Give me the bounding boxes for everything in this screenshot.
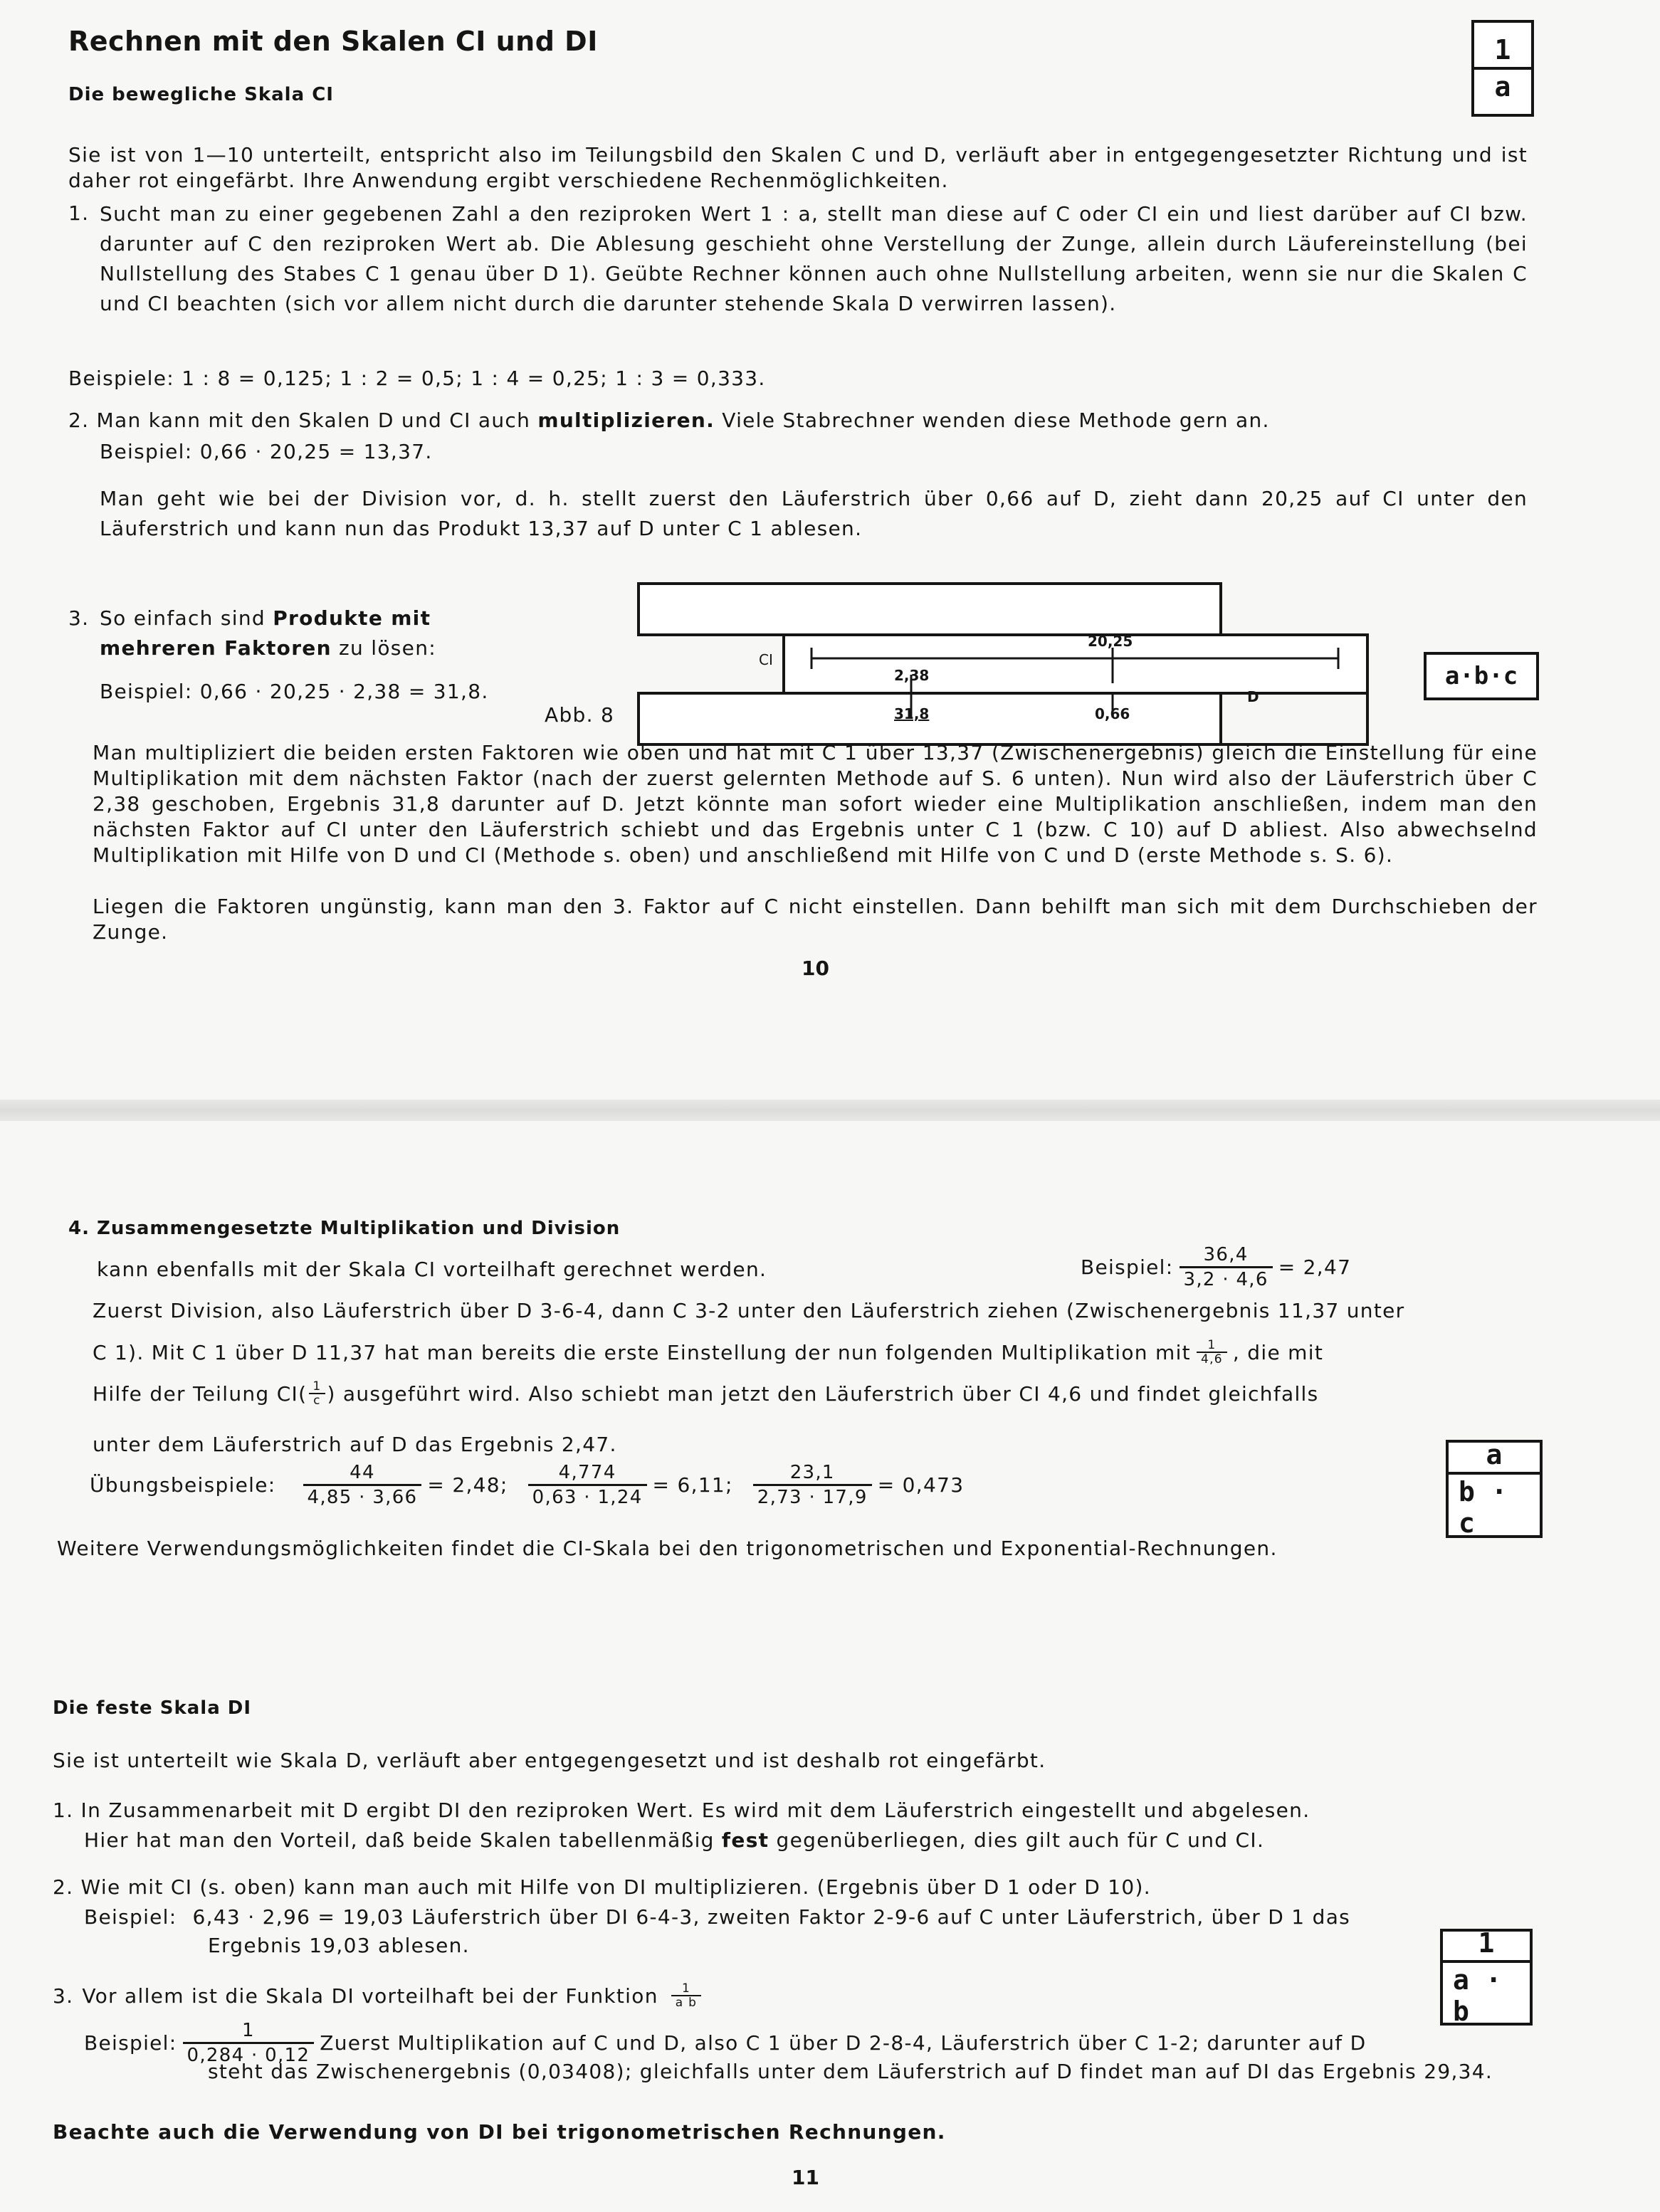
item-1-examples: Beispiele: 1 : 8 = 0,125; 1 : 2 = 0,5; 1 : 4 = 0,25; 1 : 3 = 0,333. (68, 367, 766, 390)
frac-num: 1 (681, 1981, 691, 1996)
page-number-10: 10 (802, 957, 829, 980)
exercise-1-result: = 2,48; (427, 1473, 508, 1497)
di-item-3-text: Vor allem ist die Skala DI vorteilhaft bei der Funktion (82, 1984, 658, 2008)
di-item-1-text-c: gegenüberliegen, dies gilt auch für C und CI. (769, 1828, 1265, 1852)
slide-rule-figure (626, 576, 1381, 747)
exercise-examples (90, 1461, 964, 1509)
box-denominator: a (1494, 71, 1511, 102)
slide-tongue (784, 635, 1367, 693)
exercise-2-result: = 6,11; (652, 1473, 733, 1497)
intro-paragraph: Sie ist von 1—10 unterteilt, entspricht also im Teilungsbild den Skalen C und D, verläuft aber in entgegengesetzter Richtung und ist daher rot eingefärbt. Ihre Anwendung ergibt verschiedene Rechenmöglichkeiten. (68, 143, 1528, 192)
di-item-3-number: 3. (53, 1984, 74, 2008)
exercise-3-den: 2,73 · 17,9 (753, 1484, 872, 1509)
item-3-number: 3. (68, 606, 90, 630)
product-symbol-box: a·b·c (1424, 652, 1539, 700)
page-number-11: 11 (792, 2166, 819, 2189)
page-10 (0, 0, 1660, 1100)
exercise-2-num: 4,774 (558, 1462, 616, 1483)
page-fold (0, 1100, 1660, 1121)
example-label: Beispiel: (1081, 1255, 1174, 1279)
item-2-example: Beispiel: 0,66 · 20,25 = 13,37. (100, 440, 433, 463)
item-4-para-3 (93, 1380, 1319, 1407)
lower-stator-body (639, 693, 1221, 744)
exercise-1-fraction (303, 1461, 422, 1509)
box-numerator: a (1486, 1439, 1503, 1470)
frac-den: c (309, 1393, 325, 1407)
exercise-1-num: 44 (350, 1462, 375, 1483)
di-item-2-text: Wie mit CI (s. oben) kann man auch mit Hilfe von DI multiplizieren. (Ergebnis über D 1 oder D 10). (80, 1875, 1151, 1899)
exercise-3-fraction (753, 1461, 872, 1509)
item-3-text (100, 604, 484, 663)
example-fraction (1180, 1243, 1273, 1291)
fraction-1-over-ab (671, 1982, 702, 2009)
upper-stator (639, 584, 1221, 635)
frac-den: 4,6 (1197, 1352, 1227, 1366)
example-denominator: 3,2 · 4,6 (1180, 1266, 1273, 1291)
box-denominator: a · b (1453, 1964, 1502, 2027)
item-4-number: 4. (68, 1218, 90, 1239)
label-066: 0,66 (1095, 705, 1130, 722)
di-item-3-example-label: Beispiel: (84, 2031, 177, 2055)
further-uses-note: Weitere Verwendungsmöglichkeiten findet die CI-Skala bei den trigonometrischen und Exponential-Rechnungen. (57, 1537, 1278, 1560)
item-2-explanation: Man geht wie bei der Division vor, d. h. stellt zuerst den Läuferstrich über 0,66 auf D, zieht dann 20,25 auf CI unter den Läuferstrich und kann nun das Produkt 13,37 auf D unter C 1 ablesen. (100, 487, 1528, 540)
di-example-den: 0,284 · 0,12 (183, 2042, 315, 2067)
di-item-1 (53, 1798, 1310, 1822)
item-4-intro: kann ebenfalls mit der Skala CI vorteilhaft gerechnet werden. (97, 1258, 767, 1281)
label-238: 2,38 (894, 667, 930, 684)
di-item-3-example-text: Zuerst Multiplikation auf C und D, also C 1 über D 2-8-4, Läuferstrich über C 1-2; darunter auf D (320, 2031, 1367, 2055)
di-item-2-example-text: 6,43 · 2,96 = 19,03 Läuferstrich über DI 6-4-3, zweiten Faktor 2-9-6 auf C unter Läuferstrich, über D 1 das (192, 1905, 1351, 1929)
section-heading-ci: Die bewegliche Skala CI (68, 84, 334, 105)
page-title: Rechnen mit den Skalen CI und DI (68, 26, 598, 57)
example-numerator: 36,4 (1203, 1244, 1249, 1265)
para-2-tail: , die mit (1232, 1340, 1324, 1364)
one-over-ab-symbol-box (1440, 1929, 1533, 2026)
item-2-bold: multiplizieren. (537, 409, 715, 432)
exercise-3-num: 23,1 (789, 1462, 835, 1483)
frac-den: a b (671, 1995, 702, 2009)
item-3-example: Beispiel: 0,66 · 20,25 · 2,38 = 31,8. (100, 680, 489, 703)
item-1-number: 1. (68, 201, 90, 225)
di-item-1-line-2 (84, 1828, 1264, 1852)
di-item-3 (53, 1982, 707, 2009)
item-2-text-a: Man kann mit den Skalen D und CI auch (96, 409, 538, 432)
exercise-label: Übungsbeispiele: (90, 1473, 276, 1497)
item-4-title: Zusammengesetzte Multiplikation und Division (97, 1218, 621, 1239)
item-2-text-b: Viele Stabrechner wenden diese Methode gern an. (715, 409, 1270, 432)
example-result: = 2,47 (1278, 1255, 1352, 1279)
exercise-2-fraction (528, 1461, 647, 1509)
frac-num: 1 (312, 1379, 322, 1394)
section-heading-di: Die feste Skala DI (53, 1697, 252, 1719)
item-4-para-1: Zuerst Division, also Läuferstrich über D 3-6-4, dann C 3-2 unter den Läuferstrich ziehen (Zwischenergebnis 11,37 unter (93, 1299, 1405, 1322)
para-3-tail: ) ausgeführt wird. Also schiebt man jetzt den Läuferstrich über CI 4,6 und findet gleichfalls (327, 1381, 1319, 1406)
ci-scale-label: CI (759, 651, 773, 668)
reciprocal-symbol-box (1471, 20, 1534, 117)
di-item-1-text: In Zusammenarbeit mit D ergibt DI den reziproken Wert. Es wird mit dem Läuferstrich eingestellt und abgelesen. (80, 1798, 1310, 1822)
di-intro: Sie ist unterteilt wie Skala D, verläuft aber entgegengesetzt und ist deshalb rot eingefärbt. (53, 1749, 1046, 1772)
di-item-1-bold: fest (721, 1828, 769, 1852)
item-4-heading (68, 1218, 620, 1239)
item-3-bold: Produkte mit mehreren Faktoren (100, 606, 431, 660)
item-4-example (1081, 1243, 1351, 1291)
di-item-1-text-b: Hier hat man den Vorteil, daß beide Skalen tabellenmäßig (84, 1828, 722, 1852)
label-318: 31,8 (894, 705, 930, 722)
di-item-2-example-label: Beispiel: (84, 1905, 177, 1929)
item-3-text-b: zu lösen: (331, 636, 436, 660)
para-2-text: C 1). Mit C 1 über D 11,37 hat man bereits die erste Einstellung der nun folgenden Multiplikation mit (93, 1340, 1191, 1364)
para-3-text: Hilfe der Teilung CI( (93, 1381, 308, 1406)
note-trigonometric: Beachte auch die Verwendung von DI bei trigonometrischen Rechnungen. (53, 2120, 946, 2144)
di-example-num: 1 (241, 2020, 255, 2041)
di-item-2-example-end: Ergebnis 19,03 ablesen. (208, 1934, 470, 1957)
fraction-1-over-46 (1197, 1339, 1227, 1366)
exercise-1-den: 4,85 · 3,66 (303, 1484, 422, 1509)
page-11 (0, 1121, 1660, 2212)
exercise-2-den: 0,63 · 1,24 (528, 1484, 647, 1509)
item-4-para-4: unter dem Läuferstrich auf D das Ergebnis 2,47. (93, 1433, 617, 1456)
di-item-3-example-cont: steht das Zwischenergebnis (0,03408); gleichfalls unter dem Läuferstrich auf D findet man auf DI das Ergebnis 29,34. (208, 2060, 1493, 2083)
box-denominator: b · c (1459, 1476, 1508, 1539)
a-over-bc-symbol-box (1446, 1440, 1543, 1538)
item-2-number: 2. (68, 409, 90, 432)
di-item-2 (53, 1875, 1151, 1899)
item-3-explanation: Man multipliziert die beiden ersten Faktoren wie oben und hat mit C 1 über 13,37 (Zwischenergebnis) gleich die Einstellung für eine Multiplikation mit dem nächsten Faktor (nach der zuerst gelernten Methode auf S. 6 unten). Nun wird also der Läuferstrich über C 2,38 geschoben, Ergebnis 31,8 darunter auf D. Jetzt könnte man sofort wieder eine Multiplikation anschließen, indem man den nächsten Faktor auf CI unter den Läuferstrich schiebt und das Ergebnis unter C 1 (bzw. C 10) auf D abliest. Also abwechselnd Multiplikation mit Hilfe von D und CI (Methode s. oben) und anschließend mit Hilfe von C und D (erste Methode s. S. 6). (93, 741, 1538, 867)
di-item-2-example (84, 1905, 1350, 1929)
item-3-text-a: So einfach sind (100, 606, 273, 630)
di-item-1-number: 1. (53, 1798, 74, 1822)
di-item-2-number: 2. (53, 1875, 74, 1899)
box-numerator: 1 (1494, 34, 1511, 65)
item-1-text: Sucht man zu einer gegebenen Zahl a den reziproken Wert 1 : a, stellt man diese auf C oder CI ein und liest darüber auf CI bzw. darunter auf C den reziproken Wert ab. Die Ablesung geschieht ohne Verstellung der Zunge, allein durch Läufereinstellung (bei Nullstellung des Stabes C 1 genau über D 1). Geübte Rechner können auch ohne Nullstellung arbeiten, wenn sie nur die Skalen C und CI beachten (sich vor allem nicht durch die darunter stehende Skala D verwirren lassen). (100, 202, 1528, 315)
item-2-text (68, 409, 1270, 432)
d-scale-label: D (1247, 688, 1259, 705)
figure-caption: Abb. 8 (545, 703, 615, 727)
frac-num: 1 (1207, 1338, 1217, 1352)
label-2025: 20,25 (1088, 633, 1133, 650)
item-3-explanation-2: Liegen die Faktoren ungünstig, kann man den 3. Faktor auf C nicht einstellen. Dann behilft man sich mit dem Durchschieben der Zunge. (93, 895, 1538, 944)
exercise-3-result: = 0,473 (877, 1473, 965, 1497)
fraction-1-over-c (308, 1380, 325, 1407)
item-4-para-2 (93, 1339, 1323, 1366)
box-numerator: 1 (1478, 1927, 1495, 1959)
